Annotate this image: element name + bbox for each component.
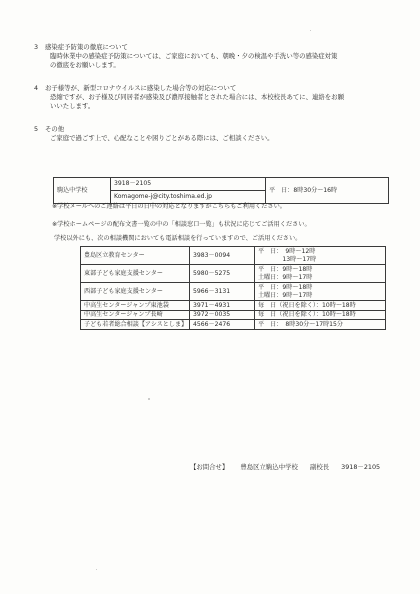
section-heading: [34, 84, 398, 93]
agency-name: 中高生センタージャンプ東池袋: [81, 301, 190, 311]
agency-hours: 毎 日（祝日を除く）：10時～18時: [255, 301, 386, 311]
table-row: [81, 247, 386, 265]
section-title: その他: [45, 125, 65, 133]
section-infection-prevention: [34, 43, 398, 71]
scan-speck: [96, 569, 97, 570]
footer-phone: 3918－2105: [341, 463, 381, 471]
school-hours: 平 日：8時30分～16時: [266, 178, 389, 204]
agency-hours: 平 日： 8時30分～17時15分: [255, 320, 386, 330]
table-row: [81, 283, 386, 301]
table-row: [81, 301, 386, 311]
school-name: 駒込中学校: [54, 178, 111, 204]
table-row: [81, 320, 386, 330]
agency-phone: 4566－2476: [190, 320, 255, 330]
school-contact-table: [53, 177, 389, 204]
hours-line: 平 日：9時～18時: [258, 283, 313, 291]
section-line: の徹底をお願いします。: [50, 61, 120, 70]
agency-hours: [255, 283, 386, 301]
scan-speck: [148, 398, 150, 400]
section-line: いいたします。: [50, 102, 95, 111]
section-heading: [34, 43, 398, 52]
hours-line: 土曜日：9時～17時: [258, 273, 313, 281]
agency-name: 西部子ども家庭支援センター: [81, 283, 190, 301]
school-email[interactable]: Komagome-j@city.toshima.ed.jp: [111, 191, 266, 204]
section-number: 4: [34, 84, 39, 92]
table-row: [81, 310, 386, 320]
section-title: 感染症予防策の徹底について: [45, 43, 128, 51]
section-covid-infection: [34, 84, 398, 112]
agency-hours: 毎 日（祝日を除く）：10時～18時: [255, 310, 386, 320]
table-row: [81, 265, 386, 283]
scan-speck: [310, 30, 311, 31]
agency-phone: 3983－0094: [190, 247, 255, 265]
hours-line: 平 日： 9時～12時: [258, 247, 316, 255]
table-row: [54, 178, 389, 191]
section-line: 恐縮ですが、お子様及び同居者が感染及び濃厚接触者とされた場合には、本校校長あてに、連絡をお願: [50, 93, 344, 102]
school-phone: 3918－2105: [111, 178, 266, 191]
homepage-note: ※学校ホームページの配布文書一覧の中の「相談窓口一覧」も状況に応じてご活用ください。: [52, 221, 311, 228]
agency-hours: [255, 247, 386, 265]
section-line: 臨時休業中の感染症予防策については、ご家庭においても、朝晩・夕の検温や手洗い等の感染症対策: [50, 52, 338, 61]
agency-name: 中高生センタージャンプ長崎: [81, 310, 190, 320]
agency-hours: [255, 265, 386, 283]
section-line: ご家庭で過ごす上で、心配なことや困りごとがある際には、ご相談ください。: [50, 134, 274, 143]
consultation-agencies-table: [80, 246, 386, 330]
section-heading: [34, 125, 398, 134]
agency-name: 子ども若者総合相談【アシスとしま】: [81, 320, 190, 330]
hours-line: 13時～17時: [258, 255, 317, 263]
section-title: お子様等が、新型コロナウイルスに感染した場合等の対応について: [45, 84, 237, 92]
section-number: 3: [34, 43, 39, 51]
hours-line: 土曜日：9時～17時: [258, 291, 313, 299]
footer-role: 副校長: [309, 463, 330, 471]
email-note: ※学校メールへのご連絡は平日の日中の対応となりますがこちらもご利用ください。: [52, 203, 286, 210]
agency-phone: 5980－5275: [190, 265, 255, 283]
section-number: 5: [34, 125, 39, 133]
inquiry-footer: [190, 462, 390, 471]
agency-name: 東部子ども家庭支援センター: [81, 265, 190, 283]
inquiry-label: 【お問合せ】: [190, 463, 229, 471]
agencies-intro: 学校以外にも、次の相談機関においても電話相談を行っていますので、ご活用ください。: [54, 235, 302, 242]
agency-phone: 3972－0035: [190, 310, 255, 320]
footer-school-name: 豊島区立駒込中学校: [240, 463, 298, 471]
section-other: [34, 125, 398, 143]
hours-line: 平 日：9時～18時: [258, 265, 313, 273]
agency-name: 豊島区立教育センター: [81, 247, 190, 265]
agency-phone: 3971－4931: [190, 301, 255, 311]
agency-phone: 5966－3131: [190, 283, 255, 301]
